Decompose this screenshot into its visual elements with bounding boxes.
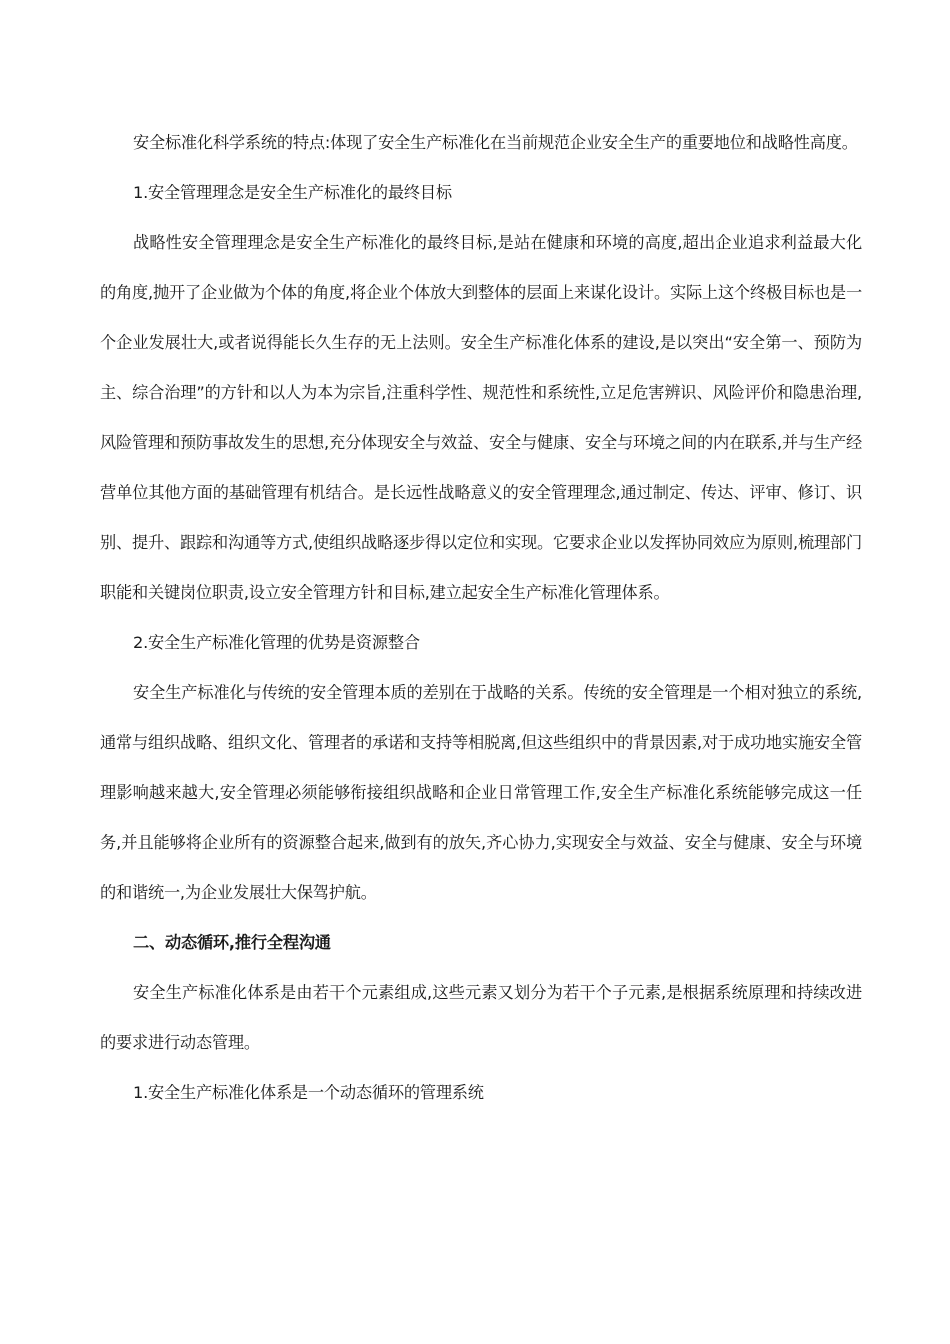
intro-paragraph: 安全标准化科学系统的特点:体现了安全生产标准化在当前规范企业安全生产的重要地位和战略性高度。 [133, 133, 858, 152]
subheading-2: 2.安全生产标准化管理的优势是资源整合 [133, 633, 420, 652]
body-paragraph-1: 战略性安全管理理念是安全生产标准化的最终目标,是站在健康和环境的高度,超出企业追求利益最大化的角度,抛开了企业做为个体的角度,将企业个体放大到整体的层面上来谋化设计。实际上这个终极目标也是一个企业发展壮大,或者说得能长久生存的无上法则。安全生产标准化体系的建设,是以突出“安全第一、预防为主、综合治理”的方针和以人为本为宗旨,注重科学性、规范性和系统性,立足危害辨识、风险评价和隐患治理,风险管理和预防事故发生的思想,充分体现安全与效益、安全与健康、安全与环境之间的内在联系,并与生产经营单位其他方面的基础管理有机结合。是长远性战略意义的安全管理理念,通过制定、传达、评审、修订、识别、提升、跟踪和沟通等方式,使组织战略逐步得以定位和实现。它要求企业以发挥协同效应为原则,梳理部门职能和关键岗位职责,设立安全管理方针和目标,建立起安全生产标准化管理体系。 [100, 233, 862, 602]
subheading-3: 1.安全生产标准化体系是一个动态循环的管理系统 [133, 1083, 484, 1102]
section-heading-2: 二、动态循环,推行全程沟通 [133, 933, 331, 952]
document-body [100, 118, 862, 1118]
body-paragraph-2: 安全生产标准化与传统的安全管理本质的差别在于战略的关系。传统的安全管理是一个相对独立的系统,通常与组织战略、组织文化、管理者的承诺和支持等相脱离,但这些组织中的背景因素,对于成功地实施安全管理影响越来越大,安全管理必须能够衔接组织战略和企业日常管理工作,安全生产标准化系统能够完成这一任务,并且能够将企业所有的资源整合起来,做到有的放矢,齐心协力,实现安全与效益、安全与健康、安全与环境的和谐统一,为企业发展壮大保驾护航。 [100, 683, 862, 902]
body-paragraph-3: 安全生产标准化体系是由若干个元素组成,这些元素又划分为若干个子元素,是根据系统原理和持续改进的要求进行动态管理。 [100, 983, 862, 1052]
subheading-1: 1.安全管理理念是安全生产标准化的最终目标 [133, 183, 452, 202]
